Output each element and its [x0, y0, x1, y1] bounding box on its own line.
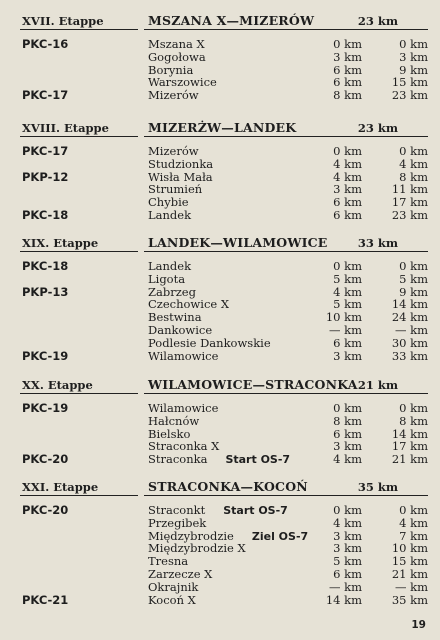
segment-distance: 6 km [333, 75, 362, 90]
header-rule-right [144, 393, 428, 394]
cumulative-distance: 14 km [391, 297, 428, 312]
cumulative-distance: 8 km [399, 413, 428, 428]
place-name: Przegibek [148, 515, 207, 530]
checkpoint-code: PKC-21 [22, 592, 69, 607]
cumulative-distance: 15 km [391, 75, 428, 90]
cumulative-distance: 4 km [399, 515, 428, 530]
place-name: Straconka [148, 452, 208, 467]
header-rule-left [20, 136, 138, 137]
itinerary-row [0, 594, 440, 606]
place-cell [148, 273, 185, 285]
cumulative-distance: 23 km [391, 208, 428, 222]
special-stage-note: Start OS-7 [225, 453, 291, 467]
header-rule-right [144, 136, 428, 137]
stage-route: LANDEK—WILAMOWICE [148, 235, 328, 250]
place-cell [148, 440, 219, 452]
segment-distance: 6 km [333, 426, 362, 441]
place-cell [148, 581, 198, 593]
cumulative-distance: 17 km [391, 439, 428, 454]
cumulative-distance: 0 km [399, 259, 428, 273]
stage-header [0, 376, 440, 396]
stage-total-distance: 33 km [357, 236, 398, 250]
checkpoint-code: PKC-20 [22, 452, 69, 467]
place-cell [148, 594, 196, 606]
stage-total-distance: 21 km [357, 378, 398, 392]
itinerary-row [0, 440, 440, 452]
checkpoint-code: PKP-12 [22, 169, 69, 184]
segment-distance: 3 km [333, 348, 362, 363]
place-name: Czechowice X [148, 297, 230, 312]
place-name: Wisła Mała [148, 169, 213, 184]
itinerary-row [0, 555, 440, 567]
itinerary-row [0, 64, 440, 76]
checkpoint-code: PKC-19 [22, 348, 69, 363]
checkpoint-code: PKC-16 [22, 37, 69, 51]
place-name: Bielsko [148, 426, 191, 441]
stage-header [0, 234, 440, 254]
place-name: Ligota [148, 271, 186, 286]
itinerary-row [0, 38, 440, 50]
segment-distance: 0 km [333, 401, 362, 415]
place-cell [148, 286, 196, 298]
segment-distance: 4 km [333, 452, 362, 467]
place-cell [148, 298, 229, 310]
stage-route: WILAMOWICE—STRACONKA [148, 377, 358, 392]
stage-route: MSZANA X—MIZERÓW [148, 13, 315, 28]
place-name: Zabrzeg [148, 284, 196, 299]
segment-distance: 3 km [333, 439, 362, 454]
cumulative-distance: 4 km [399, 156, 428, 171]
checkpoint-code: PKC-18 [22, 208, 69, 222]
place-cell [148, 324, 212, 336]
stage-route: STRACONKA—KOCOŃ [148, 479, 308, 494]
place-cell [148, 158, 213, 170]
checkpoint-code: PKC-20 [22, 503, 69, 517]
place-name: Podlesie Dankowskie [148, 335, 271, 350]
place-name: Landek [148, 259, 192, 273]
segment-distance: 3 km [333, 541, 362, 556]
place-cell [148, 453, 290, 466]
itinerary-row [0, 209, 440, 221]
header-rule-right [144, 495, 428, 496]
place-cell [148, 311, 202, 323]
place-cell [148, 76, 217, 88]
header-rule-left [20, 495, 138, 496]
cumulative-distance: 15 km [391, 554, 428, 569]
place-cell [148, 89, 199, 101]
segment-distance: 3 km [333, 528, 362, 543]
cumulative-distance: 21 km [391, 452, 428, 467]
segment-distance: 10 km [325, 310, 362, 325]
itinerary-row [0, 453, 440, 465]
stage-number: XX. Etappe [22, 378, 93, 392]
place-name: Warszowice [148, 75, 217, 90]
place-cell [148, 171, 213, 183]
cumulative-distance: 23 km [391, 88, 428, 103]
cumulative-distance: 30 km [391, 335, 428, 350]
segment-distance: 6 km [333, 62, 362, 77]
segment-distance: 4 km [333, 284, 362, 299]
place-name: Międzybrodzie X [148, 541, 246, 556]
cumulative-distance: 17 km [391, 195, 428, 210]
cumulative-distance: 11 km [391, 182, 428, 197]
segment-distance: 3 km [333, 182, 362, 197]
place-cell [148, 196, 189, 208]
itinerary-row [0, 145, 440, 157]
cumulative-distance: 3 km [399, 49, 428, 64]
cumulative-distance: 9 km [399, 284, 428, 299]
cumulative-distance: 5 km [399, 271, 428, 286]
header-rule-left [20, 251, 138, 252]
place-name: Mizerów [148, 144, 199, 158]
stage-number: XXI. Etappe [22, 480, 99, 494]
checkpoint-code: PKC-17 [22, 144, 69, 158]
cumulative-distance: 10 km [391, 541, 428, 556]
header-rule-right [144, 29, 428, 30]
itinerary-row [0, 517, 440, 529]
itinerary-row [0, 504, 440, 516]
place-cell [148, 337, 271, 349]
cumulative-distance: 7 km [399, 528, 428, 543]
place-cell [148, 555, 188, 567]
itinerary-row [0, 402, 440, 414]
segment-distance: 5 km [333, 297, 362, 312]
place-name: Dankowice [148, 323, 213, 337]
stage-number: XVII. Etappe [22, 14, 104, 28]
segment-distance: 0 km [333, 503, 362, 517]
place-name: Hałcnów [148, 413, 200, 428]
place-cell [148, 542, 246, 554]
segment-distance: 4 km [333, 156, 362, 171]
checkpoint-code: PKC-17 [22, 88, 69, 103]
checkpoint-code: PKC-19 [22, 401, 69, 415]
place-cell [148, 209, 191, 221]
place-cell [148, 145, 199, 157]
itinerary-row [0, 51, 440, 63]
page-number: 19 [411, 619, 426, 631]
place-name: Bestwina [148, 310, 202, 325]
place-name: Straconka X [148, 439, 220, 454]
segment-distance: 8 km [333, 88, 362, 103]
segment-distance: 0 km [333, 37, 362, 51]
place-cell [148, 517, 206, 529]
place-cell [148, 415, 199, 427]
place-name: Wilamowice [148, 348, 219, 363]
cumulative-distance: 9 km [399, 62, 428, 77]
segment-distance: 5 km [333, 554, 362, 569]
place-cell [148, 51, 206, 63]
itinerary-row [0, 581, 440, 593]
place-name: Strumień [148, 182, 203, 197]
itinerary-row [0, 428, 440, 440]
cumulative-distance: 8 km [399, 169, 428, 184]
place-name: Okrajnik [148, 579, 199, 594]
special-stage-note: Ziel OS-7 [251, 529, 309, 543]
special-stage-note: Start OS-7 [223, 504, 288, 517]
stage-total-distance: 23 km [357, 121, 398, 135]
segment-distance: 5 km [333, 271, 362, 286]
segment-distance: 0 km [333, 144, 362, 158]
cumulative-distance: 35 km [391, 592, 428, 607]
place-name: Kocoń X [148, 592, 196, 607]
place-name: Zarzecze X [148, 567, 213, 581]
place-name: Mszana X [148, 37, 205, 51]
itinerary-row [0, 311, 440, 323]
segment-distance: 0 km [333, 259, 362, 273]
place-name: Gogołowa [148, 49, 206, 64]
segment-distance: 6 km [333, 335, 362, 350]
place-name: Tresna [148, 554, 189, 569]
header-rule-left [20, 393, 138, 394]
header-rule-left [20, 29, 138, 30]
place-name: Borynia [148, 62, 194, 77]
segment-distance: 4 km [333, 169, 362, 184]
place-cell [148, 402, 218, 414]
stage-number: XIX. Etappe [22, 236, 99, 250]
cumulative-distance: 0 km [399, 503, 428, 517]
segment-distance: 14 km [325, 592, 362, 607]
itinerary-row [0, 337, 440, 349]
stage-number: XVIII. Etappe [22, 121, 109, 135]
itinerary-row [0, 298, 440, 310]
cumulative-distance: — km [394, 323, 428, 337]
place-cell [148, 350, 218, 362]
itinerary-row [0, 183, 440, 195]
cumulative-distance: 14 km [391, 426, 428, 441]
place-cell [148, 64, 193, 76]
segment-distance: 4 km [333, 515, 362, 530]
place-cell [148, 183, 202, 195]
itinerary-row [0, 324, 440, 336]
stage-header [0, 12, 440, 32]
cumulative-distance: 24 km [391, 310, 428, 325]
cumulative-distance: 21 km [391, 567, 428, 581]
itinerary-row [0, 530, 440, 542]
itinerary-row [0, 286, 440, 298]
itinerary-row [0, 415, 440, 427]
place-name: Straconkt [148, 503, 206, 517]
segment-distance: 8 km [333, 413, 362, 428]
stage-total-distance: 35 km [357, 480, 398, 494]
segment-distance: 6 km [333, 567, 362, 581]
itinerary-row [0, 542, 440, 554]
itinerary-row [0, 89, 440, 101]
place-cell [148, 568, 212, 580]
stage-route: MIZERŻW—LANDEK [148, 120, 297, 135]
segment-distance: 6 km [333, 195, 362, 210]
checkpoint-code: PKC-18 [22, 259, 69, 273]
itinerary-row [0, 273, 440, 285]
stage-header [0, 478, 440, 498]
itinerary-row [0, 171, 440, 183]
cumulative-distance: 0 km [399, 401, 428, 415]
checkpoint-code: PKP-13 [22, 284, 69, 299]
cumulative-distance: 33 km [391, 348, 428, 363]
place-name: Mizerów [148, 88, 199, 103]
itinerary-row [0, 568, 440, 580]
segment-distance: 6 km [333, 208, 362, 222]
itinerary-row [0, 260, 440, 272]
place-cell [148, 260, 191, 272]
place-name: Chybie [148, 195, 189, 210]
place-name: Studzionka [148, 156, 214, 171]
segment-distance: — km [328, 579, 362, 594]
cumulative-distance: 0 km [399, 144, 428, 158]
place-name: Landek [148, 208, 192, 222]
itinerary-row [0, 350, 440, 362]
header-rule-right [144, 251, 428, 252]
cumulative-distance: 0 km [399, 37, 428, 51]
cumulative-distance: — km [394, 579, 428, 594]
stage-total-distance: 23 km [357, 14, 398, 28]
itinerary-row [0, 196, 440, 208]
itinerary-row [0, 158, 440, 170]
place-name: Międzybrodzie [148, 528, 234, 543]
stage-header [0, 119, 440, 139]
place-cell [148, 428, 190, 440]
segment-distance: 3 km [333, 49, 362, 64]
segment-distance: — km [328, 323, 362, 337]
place-name: Wilamowice [148, 401, 219, 415]
itinerary-row [0, 76, 440, 88]
place-cell [148, 38, 205, 50]
